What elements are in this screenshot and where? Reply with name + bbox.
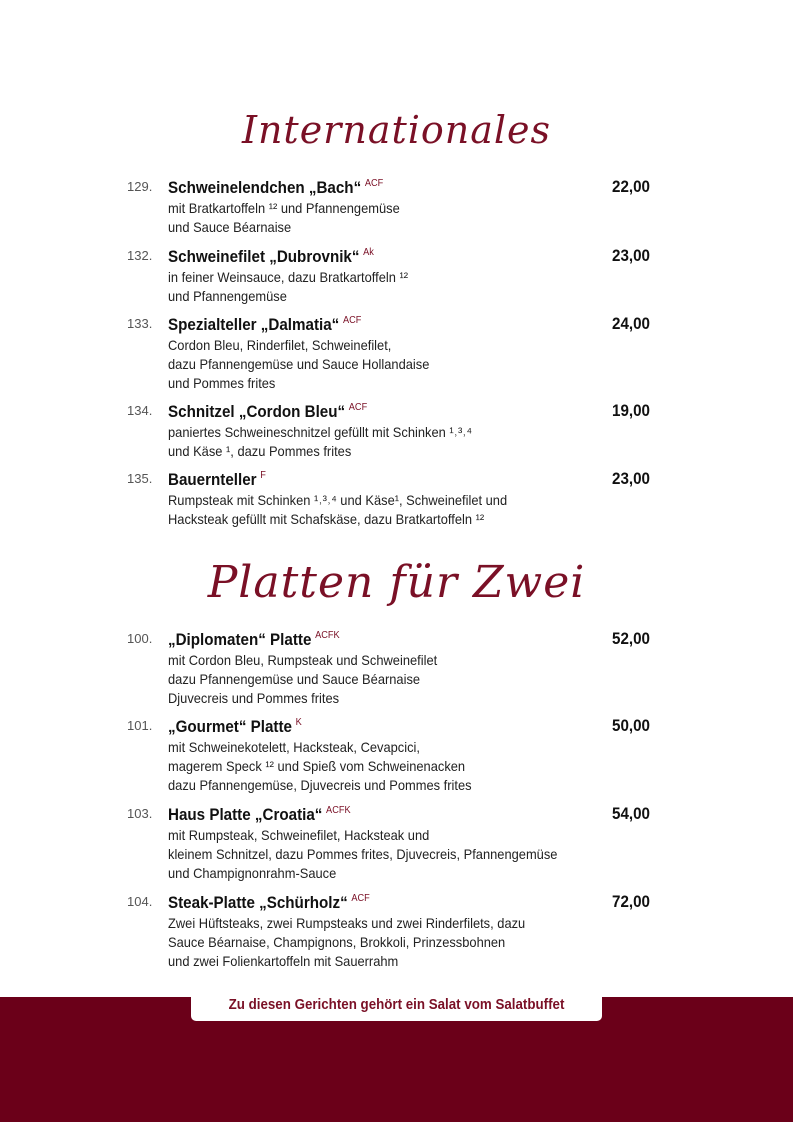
item-name: Spezialteller „Dalmatia“ $^{ACF}$ [168,315,362,334]
item-description: Rumpsteak mit Schinken ¹˒³˒⁴ und Käse¹, Schweinefilet und Hacksteak gefüllt mit Schafskäse, dazu Bratkartoffeln ¹² [168,492,508,527]
item-description: mit Bratkartoffeln ¹² und Pfannengemüse und Sauce Béarnaise [168,200,400,235]
section-heading-platten-fuer-zwei: Platten für Zwei [207,557,586,608]
item-allergens: ACFK [326,805,351,816]
salad-buffet-note: Zu diesen Gerichten gehört ein Salat vom Salatbuffet [191,989,602,1021]
item-number: 103. [127,806,153,821]
item-name: Schweinelendchen „Bach“ $^{ACF}$ [168,178,384,197]
item-price: 23,00 [612,470,650,488]
item-allergens: ACF [364,178,384,189]
item-price: 22,00 [612,178,650,196]
item-price: 24,00 [612,315,650,333]
item-name: Bauernteller $^F$ [168,470,266,489]
item-number: 135. [127,471,153,486]
item-description: mit Schweinekotelett, Hacksteak, Cevapcici, magerem Speck ¹² und Spieß vom Schweinenacken dazu Pfannengemüse, Djuvecreis und Pommes frites [168,739,472,793]
item-name: Haus Platte „Croatia“ $^{ACFK}$ [168,805,351,824]
item-price: 50,00 [612,717,650,735]
item-number: 134. [127,403,153,418]
item-price: 19,00 [612,402,650,420]
item-allergens: K [295,717,302,728]
item-number: 104. [127,894,153,909]
item-name: Schweinefilet „Dubrovnik“ $^{Ak}$ [168,247,374,266]
item-price: 52,00 [612,630,650,648]
item-description: mit Rumpsteak, Schweinefilet, Hacksteak und kleinem Schnitzel, dazu Pommes frites, Djuvecreis, Pfannengemüse und Champignonrahm-Sauce [168,827,558,881]
item-description: Cordon Bleu, Rinderfilet, Schweinefilet, dazu Pfannengemüse und Sauce Hollandaise und Pommes frites [168,337,430,391]
section-heading-internationales: Internationales [241,108,552,152]
item-price: 23,00 [612,247,650,265]
item-description: mit Cordon Bleu, Rumpsteak und Schweinefilet dazu Pfannengemüse und Sauce Béarnaise Djuvecreis und Pommes frites [168,652,438,706]
item-allergens: Ak [363,247,374,258]
item-name: „Diplomaten“ Platte $^{ACFK}$ [168,630,340,649]
item-price: 72,00 [612,893,650,911]
item-number: 101. [127,718,153,733]
item-number: 100. [127,631,153,646]
item-description: in feiner Weinsauce, dazu Bratkartoffeln ¹² und Pfannengemüse [168,269,409,304]
item-price: 54,00 [612,805,650,823]
item-number: 133. [127,316,153,331]
item-name: Schnitzel „Cordon Bleu“ $^{ACF}$ [168,402,368,421]
item-allergens: ACFK [315,630,340,641]
item-allergens: ACF [342,315,362,326]
item-allergens: F [260,470,266,481]
item-name: „Gourmet“ Platte $^K$ [168,717,302,736]
item-description: paniertes Schweineschnitzel gefüllt mit Schinken ¹˒³˒⁴ und Käse ¹, dazu Pommes frites [168,424,473,459]
item-number: 132. [127,248,153,263]
item-allergens: ACF [351,893,370,904]
item-name: Steak-Platte „Schürholz“ $^{ACF}$ [168,893,370,912]
item-description: Zwei Hüftsteaks, zwei Rumpsteaks und zwei Rinderfilets, dazu Sauce Béarnaise, Champignons, Brokkoli, Prinzessbohnen und zwei Folienkartoffeln mit Sauerrahm [168,915,526,969]
item-number: 129. [127,179,153,194]
item-allergens: ACF [348,402,368,413]
